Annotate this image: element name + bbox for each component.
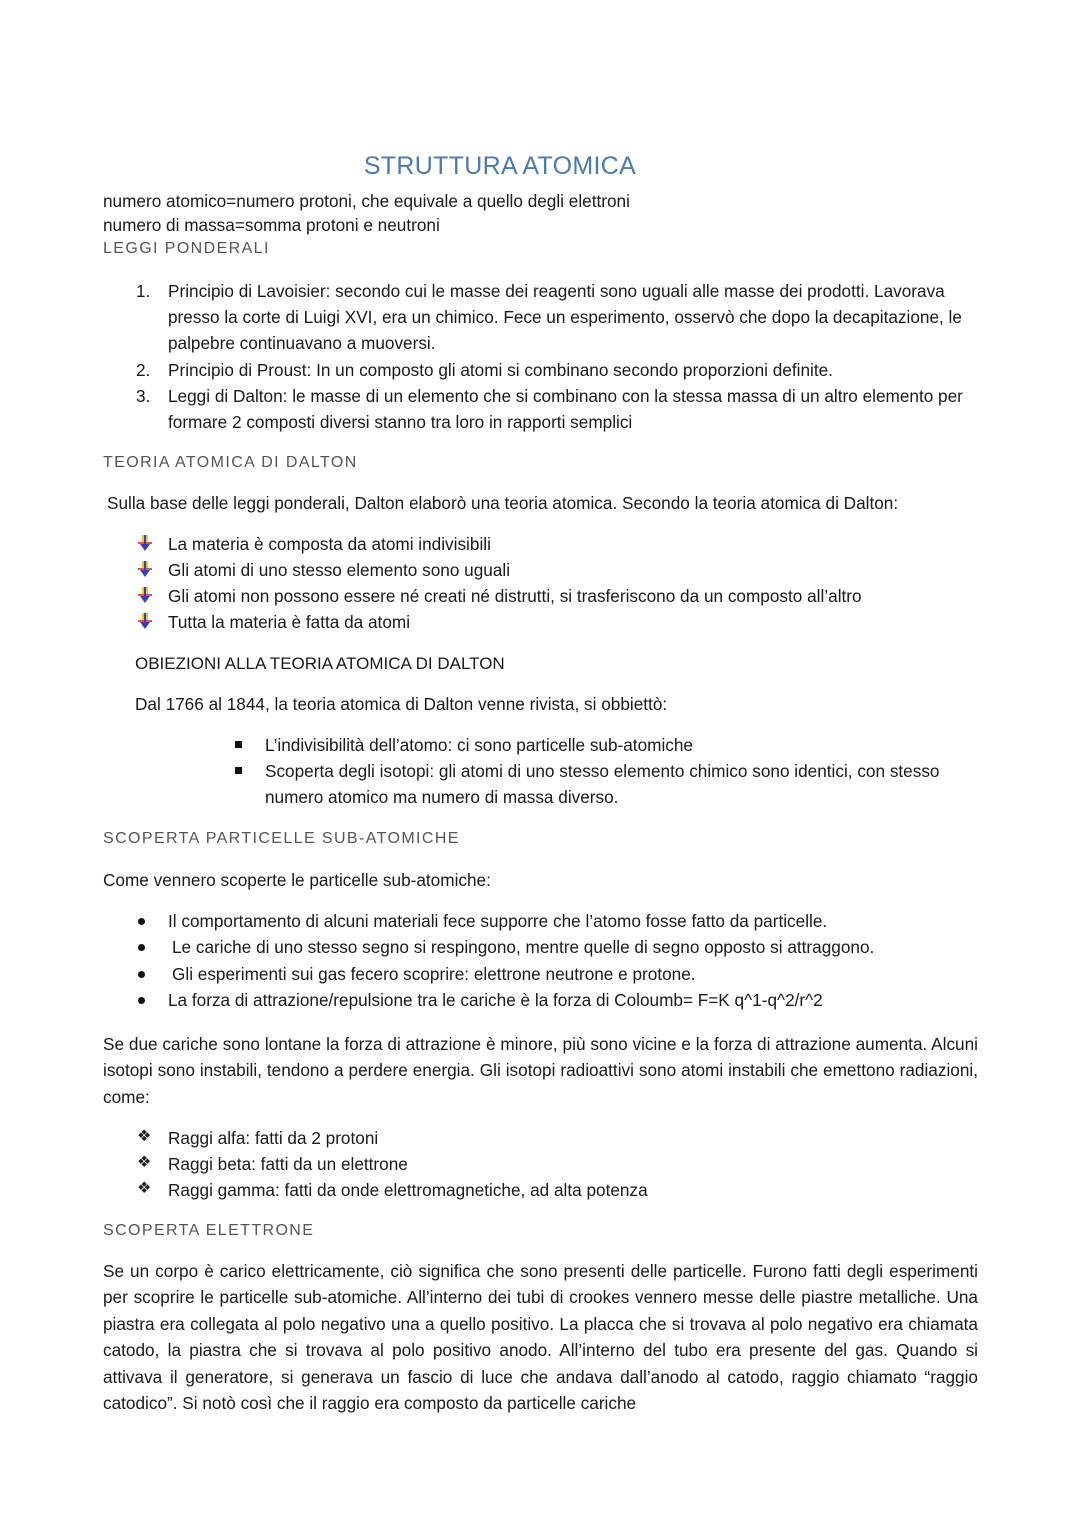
raggi-item: Raggi alfa: fatti da 2 protoni: [168, 1128, 379, 1148]
section-heading-leggi-ponderali: LEGGI PONDERALI: [103, 240, 270, 257]
dot-bullet-icon: [138, 944, 145, 951]
dot-bullet-icon: [138, 918, 145, 925]
list-item: Principio di Proust: In un composto gli atomi si combinano secondo proporzioni definite.: [168, 360, 833, 380]
section-heading-teoria-dalton: TEORIA ATOMICA DI DALTON: [103, 454, 358, 471]
arrow-down-bullet-icon: [138, 587, 152, 603]
square-bullet-icon: [235, 767, 242, 774]
arrow-down-bullet-icon: [138, 561, 152, 577]
dot-bullet-icon: [138, 971, 145, 978]
teoria-dalton-intro: Sulla base delle leggi ponderali, Dalton elaborò una teoria atomica. Secondo la teoria atomica di Dalton:: [107, 493, 899, 513]
dalton-item: Gli atomi non possono essere né creati né distrutti, si trasferiscono da un composto all’altro: [168, 586, 862, 606]
dalton-item: La materia è composta da atomi indivisibili: [168, 534, 491, 554]
intro-line-1: numero atomico=numero protoni, che equivale a quello degli elettroni: [103, 191, 630, 211]
particelle-item: La forza di attrazione/repulsione tra le cariche è la forza di Coloumb= F=K q^1-q^2/r^2: [168, 990, 823, 1010]
intro-line-2: numero di massa=somma protoni e neutroni: [103, 215, 440, 235]
four-diamond-bullet-icon: ❖: [137, 1180, 152, 1197]
square-bullet-icon: [235, 741, 242, 748]
dalton-item: Gli atomi di uno stesso elemento sono uguali: [168, 560, 511, 580]
arrow-down-bullet-icon: [138, 613, 152, 629]
raggi-item: Raggi beta: fatti da un elettrone: [168, 1154, 408, 1174]
raggi-item: Raggi gamma: fatti da onde elettromagnetiche, ad alta potenza: [168, 1180, 648, 1200]
particelle-paragraph: Se due cariche sono lontane la forza di attrazione è minore, più sono vicine e la forza di attrazione aumenta. Alcuni isotopi sono instabili, tendono a perdere energia. Gli isotopi radioattivi sono atomi instabili che emettono radiazioni, come:: [103, 1034, 978, 1107]
section-heading-elettrone: SCOPERTA ELETTRONE: [103, 1222, 315, 1239]
arrow-down-bullet-icon: [138, 535, 152, 551]
particelle-item: Il comportamento di alcuni materiali fece supporre che l’atomo fosse fatto da particelle.: [168, 911, 828, 931]
list-number: 2.: [136, 360, 151, 380]
list-number: 1.: [136, 281, 151, 301]
list-number: 3.: [136, 386, 151, 406]
obiezioni-item: Scoperta degli isotopi: gli atomi di uno stesso elemento chimico sono identici, con stesso numero atomico ma numero di massa diverso.: [265, 761, 940, 807]
list-item: Principio di Lavoisier: secondo cui le masse dei reagenti sono uguali alle masse dei prodotti. Lavorava presso la corte di Luigi XVI, era un chimico. Fece un esperimento, osservò che dopo la decapitazione, le palpebre continuavano a muoversi.: [168, 281, 962, 353]
dot-bullet-icon: [138, 997, 145, 1004]
four-diamond-bullet-icon: ❖: [137, 1154, 152, 1171]
obiezioni-heading: OBIEZIONI ALLA TEORIA ATOMICA DI DALTON: [135, 654, 505, 673]
section-heading-particelle: SCOPERTA PARTICELLE SUB-ATOMICHE: [103, 830, 460, 847]
document-title: STRUTTURA ATOMICA: [363, 152, 637, 180]
particelle-item: Le cariche di uno stesso segno si respingono, mentre quelle di segno opposto si attraggono.: [172, 937, 875, 957]
dalton-item: Tutta la materia è fatta da atomi: [168, 612, 411, 632]
elettrone-paragraph: Se un corpo è carico elettricamente, ciò significa che sono presenti delle particelle. Furono fatti degli esperimenti per scoprire le particelle sub-atomiche. All’interno dei tubi di crookes vennero messe delle piastre metalliche. Una piastra era collegata al polo negativo una a quello positivo. La placca che si trovava al polo negativo era chiamata catodo, la piastra che si trovava al polo positivo anodo. All’interno del tubo era presente del gas. Quando si attivava il generatore, si generava un fascio di luce che andava dall’anodo al catodo, raggio chiamato “raggio catodico”. Si notò così che il raggio era composto da particelle cariche: [103, 1261, 978, 1414]
obiezioni-intro: Dal 1766 al 1844, la teoria atomica di Dalton venne rivista, si obbiettò:: [135, 694, 668, 714]
particelle-intro: Come vennero scoperte le particelle sub-atomiche:: [103, 870, 491, 890]
list-item: Leggi di Dalton: le masse di un elemento che si combinano con la stessa massa di un altro elemento per formare 2 composti diversi stanno tra loro in rapporti semplici: [168, 386, 963, 432]
particelle-item: Gli esperimenti sui gas fecero scoprire: elettrone neutrone e protone.: [172, 964, 696, 984]
obiezioni-item: L’indivisibilità dell’atomo: ci sono particelle sub-atomiche: [265, 735, 693, 755]
four-diamond-bullet-icon: ❖: [137, 1128, 152, 1145]
